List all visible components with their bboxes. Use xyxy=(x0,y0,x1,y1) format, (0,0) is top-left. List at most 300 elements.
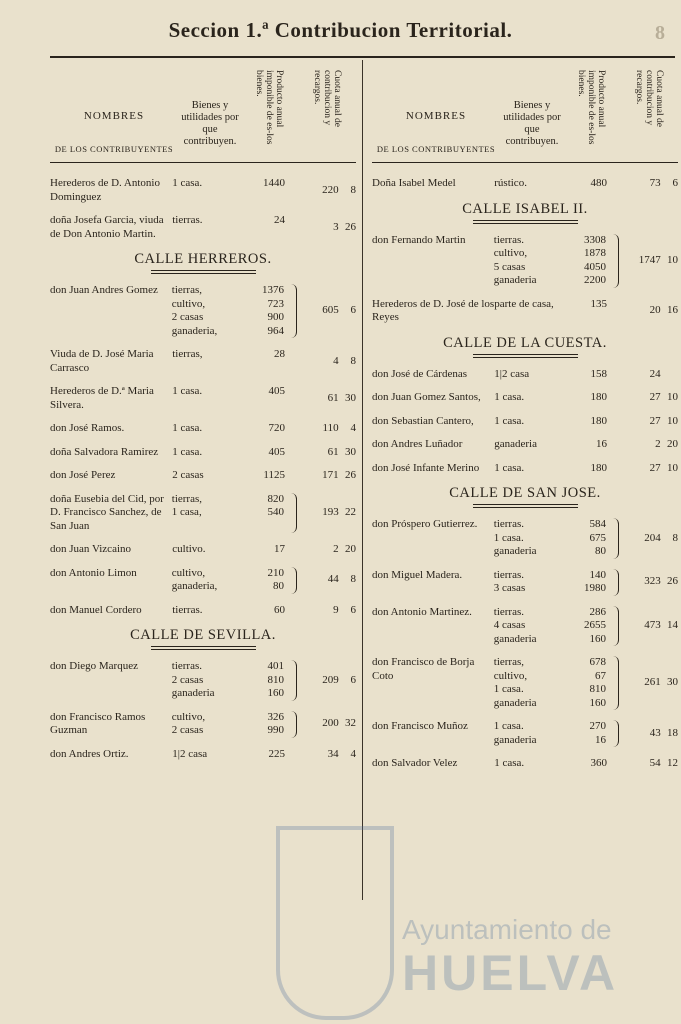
property-item: 2 casas xyxy=(171,724,204,736)
property-item: 1 casa. xyxy=(494,414,525,427)
property-item: 1 casa. xyxy=(494,461,525,474)
cuota-cents: 10 xyxy=(667,391,678,403)
product-value: 405 xyxy=(268,445,285,458)
property-item: 2 casas xyxy=(172,469,204,481)
property-item: 1|2 casa xyxy=(172,747,208,760)
cuota-value: 73 xyxy=(649,177,661,189)
property-list xyxy=(494,368,570,382)
product-list xyxy=(249,446,289,460)
column-divider xyxy=(362,60,363,900)
property-item: cultivo, xyxy=(171,297,206,310)
list-item xyxy=(50,446,356,460)
product-value: 326 xyxy=(267,710,285,723)
cuota-value: 61 xyxy=(327,391,339,404)
contributor-name: Herederos de D. José de los Reyes xyxy=(372,297,495,323)
product-value: 1878 xyxy=(584,247,607,259)
brace-spacer xyxy=(289,543,300,557)
product-value: 60 xyxy=(273,603,285,616)
product-value: 24 xyxy=(273,214,285,226)
group-brace xyxy=(610,569,619,596)
product-list xyxy=(571,757,611,771)
contributor-name: don Manuel Cordero xyxy=(50,603,142,616)
property-list xyxy=(172,469,248,483)
contributor-name: don José Infante Merino xyxy=(372,461,480,474)
cuota-value: 200 xyxy=(322,717,339,730)
list-item xyxy=(372,757,678,771)
product-list xyxy=(249,748,289,762)
group-brace xyxy=(610,656,619,710)
property-item: 1 casa. xyxy=(494,391,525,403)
list-item xyxy=(372,518,678,559)
property-item: 2 casas xyxy=(171,673,204,686)
contributor-name: don Francisco Ramos Guzman xyxy=(50,710,146,736)
cuota-cents: 4 xyxy=(350,422,356,434)
list-item xyxy=(372,177,678,191)
header-names: NOMBRES xyxy=(405,110,467,122)
street-heading: CALLE DE LA CUESTA. xyxy=(443,334,607,351)
list-item xyxy=(372,656,678,710)
product-value: 2655 xyxy=(584,619,607,631)
brace-spacer xyxy=(289,446,300,460)
cuota-value: 261 xyxy=(644,676,661,689)
brace-spacer xyxy=(289,177,300,204)
property-item: cultivo, xyxy=(171,566,206,579)
brace-spacer xyxy=(611,368,622,382)
contributor-name: don Juan Andres Gomez xyxy=(50,284,158,296)
cuota-value: 9 xyxy=(333,603,339,616)
brace-spacer xyxy=(611,391,622,405)
property-item: cultivo, xyxy=(493,247,528,259)
list-item xyxy=(50,348,356,375)
brace-spacer xyxy=(289,469,300,483)
cuota-cents: 20 xyxy=(667,438,678,450)
header-producto: Producto anual imponible de es-los bienes. xyxy=(576,70,606,145)
brace-spacer xyxy=(611,177,622,191)
property-list xyxy=(494,720,570,747)
page-header xyxy=(0,18,681,43)
property-list xyxy=(494,757,570,771)
property-list xyxy=(494,177,570,191)
property-item: tierras. xyxy=(171,660,202,672)
page-number: 8 xyxy=(655,22,665,44)
product-list xyxy=(571,298,611,325)
watermark xyxy=(276,826,676,1016)
product-list xyxy=(570,606,610,647)
product-list xyxy=(249,177,289,204)
property-list xyxy=(172,422,248,436)
property-item: 1 casa. xyxy=(494,757,525,769)
watermark-line1: Ayuntamiento de xyxy=(402,914,612,945)
cuota-cents: 30 xyxy=(345,445,356,458)
property-list xyxy=(172,214,248,241)
cuota-cents: 12 xyxy=(667,757,678,769)
product-value: 810 xyxy=(589,683,607,695)
property-list xyxy=(494,438,570,452)
list-item xyxy=(372,415,678,429)
product-list xyxy=(570,569,610,596)
group-brace xyxy=(288,660,297,701)
brace-spacer xyxy=(289,348,300,375)
list-item xyxy=(50,660,356,701)
property-item: ganaderia, xyxy=(171,580,218,592)
cuota-value: 110 xyxy=(322,422,339,434)
product-value: 160 xyxy=(589,632,607,645)
property-list xyxy=(494,518,570,559)
list-item xyxy=(50,422,356,436)
product-list xyxy=(248,567,288,594)
property-item: tierras, xyxy=(493,656,524,668)
product-value: 80 xyxy=(595,545,607,557)
brace-spacer xyxy=(289,214,300,241)
product-value: 678 xyxy=(589,656,607,668)
product-value: 3308 xyxy=(584,233,607,246)
list-item xyxy=(372,368,678,382)
product-value: 480 xyxy=(590,177,607,189)
heading-rule xyxy=(473,220,578,224)
product-list xyxy=(249,385,289,412)
product-value: 723 xyxy=(267,297,285,310)
cuota-cents: 4 xyxy=(350,747,356,760)
cuota-cents: 6 xyxy=(350,603,356,616)
street-heading: CALLE DE SEVILLA. xyxy=(130,627,276,643)
product-list xyxy=(571,415,611,429)
property-list xyxy=(172,385,248,412)
group-brace xyxy=(610,518,619,559)
header-rule xyxy=(50,56,675,58)
product-value: 720 xyxy=(268,422,285,434)
list-item xyxy=(372,569,678,596)
list-item xyxy=(50,177,356,204)
property-item: 5 casas xyxy=(493,260,526,273)
product-list xyxy=(249,543,289,557)
product-value: 225 xyxy=(268,747,285,760)
product-list xyxy=(570,518,610,559)
list-item xyxy=(372,234,678,288)
watermark-line2: HUELVA xyxy=(402,945,619,1001)
cuota-cents: 10 xyxy=(667,253,678,266)
property-item: parte de casa, xyxy=(494,297,554,310)
group-brace xyxy=(288,284,297,338)
product-value: 270 xyxy=(589,720,607,732)
brace-spacer xyxy=(289,422,300,436)
contributor-name: don José Ramos. xyxy=(50,422,125,434)
cuota-cents: 30 xyxy=(345,391,356,404)
list-item xyxy=(50,711,356,738)
product-value: 990 xyxy=(267,724,285,736)
product-list xyxy=(248,660,288,701)
group-brace xyxy=(610,234,619,288)
product-list xyxy=(571,462,611,476)
contributor-name: don Próspero Gutierrez. xyxy=(372,518,478,530)
property-item: 4 casas xyxy=(493,619,526,631)
product-value: 1376 xyxy=(262,284,285,296)
product-value: 135 xyxy=(590,297,607,310)
product-value: 401 xyxy=(267,660,285,672)
product-list xyxy=(570,234,610,288)
cuota-value: 323 xyxy=(644,575,661,588)
brace-spacer xyxy=(289,604,300,618)
product-value: 540 xyxy=(267,506,285,518)
property-item: 1 casa. xyxy=(172,385,203,397)
product-value: 286 xyxy=(589,605,607,618)
header-cuota: Cuota anual de contribucion y recargos. xyxy=(312,70,342,127)
property-list xyxy=(172,348,248,375)
property-item: ganaderia xyxy=(493,733,537,746)
cuota-value: 4 xyxy=(333,354,339,367)
property-item: ganaderia xyxy=(493,696,537,709)
contributor-name: don José Perez xyxy=(50,469,116,481)
cuota-value: 2 xyxy=(655,438,661,450)
property-list xyxy=(494,298,570,325)
product-value: 360 xyxy=(590,757,607,769)
left-entries xyxy=(50,163,356,761)
contributor-name: don Antonio Martinez. xyxy=(372,605,472,618)
contributor-name: don Francisco Muñoz xyxy=(372,720,468,732)
product-list xyxy=(249,348,289,375)
product-list xyxy=(570,656,610,710)
product-value: 964 xyxy=(267,324,285,337)
cuota-value: 61 xyxy=(327,445,339,458)
property-list xyxy=(494,606,570,647)
cuota-value: 24 xyxy=(649,367,661,380)
property-item: ganaderia xyxy=(493,632,537,645)
street-heading: CALLE HERREROS. xyxy=(134,251,272,267)
property-list xyxy=(172,604,248,618)
property-list xyxy=(172,543,248,557)
property-item: tierras, xyxy=(171,492,202,505)
cuota-value: 1747 xyxy=(638,253,661,266)
property-item: ganaderia xyxy=(494,438,537,450)
property-list xyxy=(494,234,570,288)
product-value: 1980 xyxy=(584,582,607,594)
list-item xyxy=(50,469,356,483)
contributor-name: doña Josefa Garcia, viuda de Don Antonio Martin. xyxy=(50,214,164,240)
brace-spacer xyxy=(611,438,622,452)
brace-spacer xyxy=(289,385,300,412)
cuota-value: 3 xyxy=(333,220,339,233)
table-header-left xyxy=(50,62,356,163)
header-names-sub: DE LOS CONTRIBUYENTES xyxy=(54,144,174,154)
product-value: 900 xyxy=(267,311,285,323)
list-item xyxy=(372,438,678,452)
contributor-name: don Juan Gomez Santos, xyxy=(372,391,481,403)
property-item: tierras, xyxy=(171,284,202,296)
property-item: 1 casa. xyxy=(172,422,203,434)
product-value: 584 xyxy=(589,518,607,530)
cuota-cents: 16 xyxy=(667,304,678,317)
cuota-value: 54 xyxy=(649,757,661,769)
heading-rule xyxy=(151,270,256,274)
list-item xyxy=(50,604,356,618)
cuota-cents: 14 xyxy=(667,619,678,631)
header-names: NOMBRES xyxy=(83,110,145,122)
cuota-cents: 8 xyxy=(350,354,356,367)
cuota-value: 209 xyxy=(322,673,339,686)
product-list xyxy=(249,422,289,436)
property-item: ganaderia xyxy=(171,687,215,699)
contributor-name: don Miguel Madera. xyxy=(372,568,463,581)
property-item: cultivo. xyxy=(172,543,206,555)
contributor-name: don Francisco de Borja Coto xyxy=(372,656,475,682)
property-item: cultivo, xyxy=(171,710,206,723)
property-list xyxy=(172,748,248,762)
cuota-cents: 30 xyxy=(667,676,678,689)
group-brace xyxy=(288,493,297,534)
list-item xyxy=(372,298,678,325)
group-brace xyxy=(288,567,297,594)
product-value: 80 xyxy=(273,580,285,592)
cuota-cents: 8 xyxy=(350,573,356,586)
left-column xyxy=(50,62,356,771)
property-list xyxy=(172,567,248,594)
cuota-value: 220 xyxy=(322,183,339,196)
brace-spacer xyxy=(611,757,622,771)
property-item: 1 casa. xyxy=(493,720,524,732)
cuota-value: 27 xyxy=(649,414,661,427)
product-list xyxy=(248,493,288,534)
product-value: 67 xyxy=(595,669,607,682)
product-list xyxy=(571,438,611,452)
property-item: tierras. xyxy=(493,518,524,530)
right-entries xyxy=(372,163,678,771)
property-item: rústico. xyxy=(494,177,527,189)
property-item: 2 casas xyxy=(171,311,204,323)
list-item xyxy=(372,720,678,747)
cuota-value: 193 xyxy=(322,506,339,518)
property-item: ganaderia, xyxy=(171,324,218,337)
cuota-value: 43 xyxy=(649,726,661,739)
cuota-cents: 10 xyxy=(667,414,678,427)
header-bienes: Bienes y utilidades por que contribuyen. xyxy=(181,100,239,147)
property-item: tierras. xyxy=(493,568,524,581)
contributor-name: doña Salvadora Ramirez xyxy=(50,445,159,458)
contributor-name: Herederos de D.ª Maria Silvera. xyxy=(50,385,154,411)
property-list xyxy=(172,446,248,460)
cuota-cents: 6 xyxy=(350,304,356,317)
header-bienes: Bienes y utilidades por que contribuyen. xyxy=(503,100,561,147)
product-list xyxy=(571,391,611,405)
contributor-name: don Andres Ortiz. xyxy=(50,747,129,760)
list-item xyxy=(372,606,678,647)
cuota-cents: 26 xyxy=(667,575,678,588)
group-brace xyxy=(288,711,297,738)
product-value: 28 xyxy=(273,348,285,360)
list-item xyxy=(372,391,678,405)
brace-spacer xyxy=(611,298,622,325)
product-value: 405 xyxy=(268,385,285,397)
cuota-cents: 8 xyxy=(672,531,678,544)
list-item xyxy=(50,385,356,412)
product-value: 16 xyxy=(595,733,607,746)
contributor-name: don Antonio Limon xyxy=(50,566,137,579)
page-title: Seccion 1.ª Contribucion Territorial. xyxy=(168,18,513,42)
heading-rule xyxy=(473,504,578,508)
cuota-value: 2 xyxy=(333,543,339,555)
property-item: 1 casa. xyxy=(172,445,203,458)
product-value: 180 xyxy=(590,414,607,427)
property-item: ganaderia xyxy=(493,545,537,557)
list-item xyxy=(50,543,356,557)
product-value: 820 xyxy=(267,492,285,505)
property-item: 3 casas xyxy=(493,582,526,594)
product-value: 17 xyxy=(273,543,285,555)
contributor-name: don Andres Luñador xyxy=(372,438,463,450)
product-value: 1125 xyxy=(263,469,285,481)
property-list xyxy=(172,493,248,534)
brace-spacer xyxy=(289,748,300,762)
cuota-cents: 22 xyxy=(345,506,356,518)
cuota-value: 20 xyxy=(649,304,661,317)
cuota-cents: 26 xyxy=(345,469,356,481)
property-item: cultivo, xyxy=(493,669,528,682)
contributor-name: don Juan Vizcaino xyxy=(50,543,132,555)
product-value: 2200 xyxy=(584,274,607,286)
product-value: 4050 xyxy=(584,260,607,273)
street-heading: CALLE ISABEL II. xyxy=(462,200,588,217)
property-list xyxy=(172,177,248,204)
property-list xyxy=(172,711,248,738)
product-value: 140 xyxy=(589,568,607,581)
product-list xyxy=(571,177,611,191)
cuota-cents: 6 xyxy=(350,673,356,686)
contributor-name: doña Eusebia del Cid, por D. Francisco Sanchez, de San Juan xyxy=(50,492,164,532)
cuota-value: 473 xyxy=(644,619,661,631)
property-item: tierras. xyxy=(172,603,203,616)
contributor-name: Herederos de D. Antonio Dominguez xyxy=(50,177,160,203)
product-value: 160 xyxy=(589,696,607,709)
street-heading: CALLE DE SAN JOSE. xyxy=(449,485,601,501)
list-item xyxy=(50,214,356,241)
header-producto: Producto anual imponible de es-los bienes. xyxy=(254,70,284,145)
group-brace xyxy=(610,720,619,747)
product-value: 810 xyxy=(267,673,285,686)
property-item: 1 casa, xyxy=(171,506,202,518)
product-value: 210 xyxy=(267,566,285,579)
product-value: 16 xyxy=(595,438,607,450)
cuota-cents: 20 xyxy=(345,543,356,555)
list-item xyxy=(372,462,678,476)
list-item xyxy=(50,493,356,534)
property-list xyxy=(494,391,570,405)
product-value: 180 xyxy=(590,391,607,403)
product-list xyxy=(249,214,289,241)
product-list xyxy=(571,368,611,382)
contributor-name: don Fernando Martin xyxy=(372,233,466,246)
product-list xyxy=(249,604,289,618)
brace-spacer xyxy=(611,415,622,429)
contributor-name: don Diego Marquez xyxy=(50,660,138,672)
product-value: 1440 xyxy=(262,177,285,189)
cuota-cents: 10 xyxy=(667,461,678,474)
cuota-value: 204 xyxy=(644,531,661,544)
brace-spacer xyxy=(611,462,622,476)
property-list xyxy=(172,284,248,338)
list-item xyxy=(50,567,356,594)
cuota-cents: 18 xyxy=(667,726,678,739)
product-list xyxy=(570,720,610,747)
heading-rule xyxy=(151,646,256,650)
table-header-right xyxy=(372,62,678,163)
header-cuota: Cuota anual de contribucion y recargos. xyxy=(634,70,664,127)
heading-rule xyxy=(473,354,578,358)
property-list xyxy=(494,462,570,476)
cuota-cents: 8 xyxy=(350,183,356,196)
header-names-sub: DE LOS CONTRIBUYENTES xyxy=(376,144,496,154)
property-item: 1 casa. xyxy=(493,683,524,695)
group-brace xyxy=(610,606,619,647)
cuota-value: 44 xyxy=(327,573,339,586)
list-item xyxy=(50,284,356,338)
